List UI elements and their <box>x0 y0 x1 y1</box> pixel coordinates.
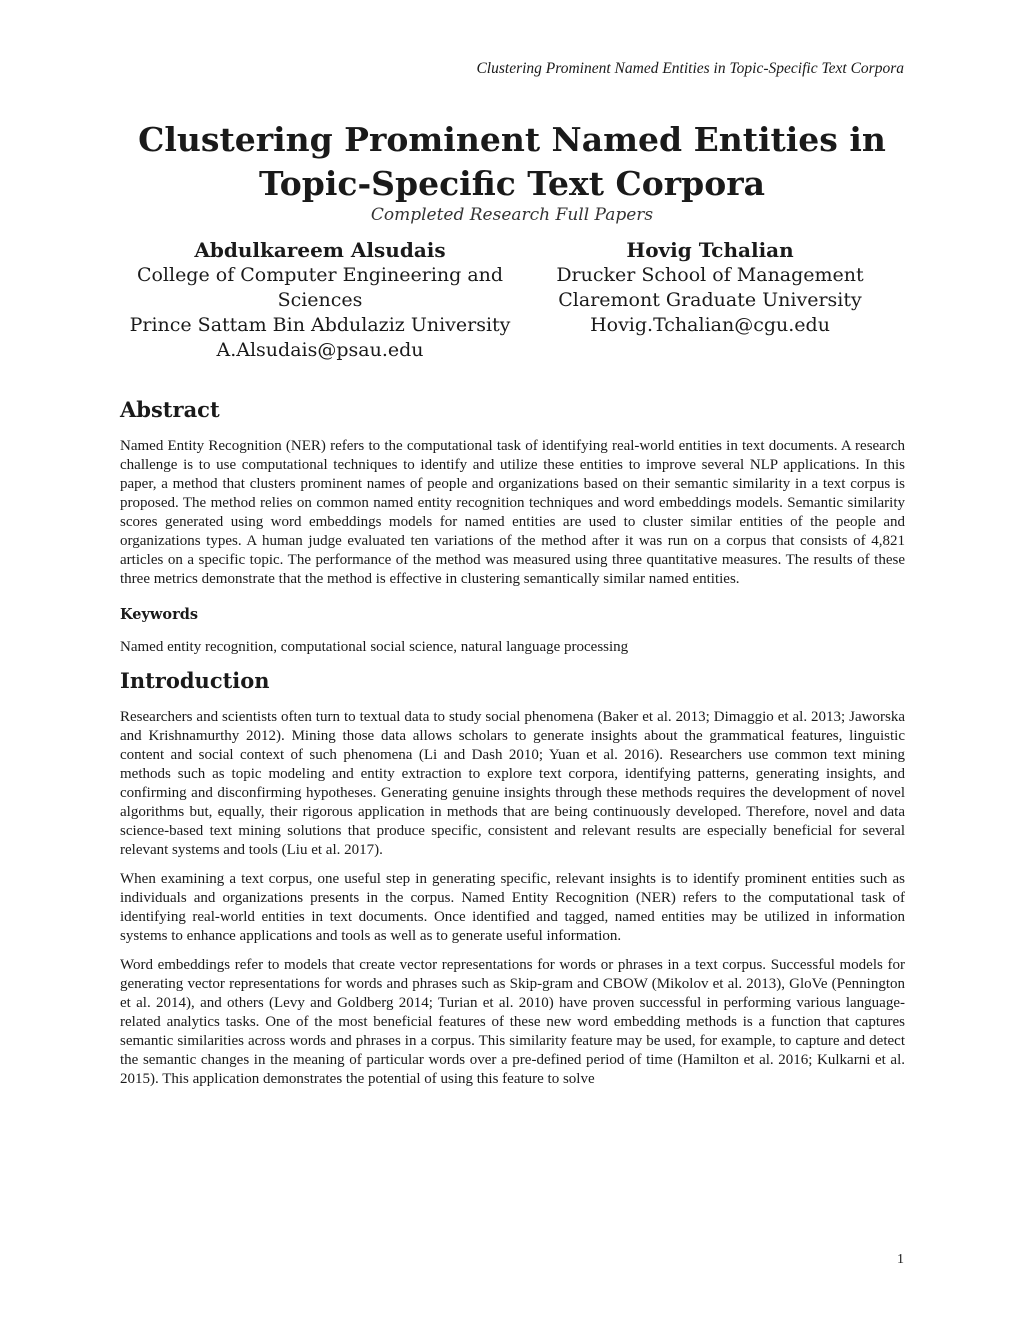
author-name: Hovig Tchalian <box>626 238 794 262</box>
intro-paragraph: Researchers and scientists often turn to textual data to study social phenomena (Baker et al. 2013; Dimaggio et al. 2013; Jaworska and Krishnamurthy 2012). Mining those data allows scholars to generate insights about the grammatical features, linguistic content and social context of such phenomena (Li and Dash 2010; Yuan et al. 2016). Researchers use common text mining methods such as topic modeling and entity extraction to explore text corpora, identifying patterns, generating insights, and confirming and disconfirming hypotheses. Generating genuine insights through these methods requires the development of novel algorithms but, equally, their rigorous application in methods that are being continuously developed. Therefore, novel and data science-based text mining solutions that produce specific, consistent and relevant results are especially beneficial for several relevant systems and tools (Liu et al. 2017). <box>120 709 905 858</box>
intro-paragraph: When examining a text corpus, one useful step in generating specific, relevant insights is to identify prominent entities such as individuals and organizations presents in the corpus. Named Entity Recognition (NER) refers to the computational task of identifying real-world entities in text documents. Once identified and tagged, named entities may be utilized in information systems to enhance applications and tools as well as to generate useful information. <box>120 871 905 944</box>
abstract-heading: Abstract <box>120 397 220 422</box>
author-block-1 <box>120 238 520 363</box>
author-name: Abdulkareem Alsudais <box>194 238 446 262</box>
introduction-heading: Introduction <box>120 668 270 693</box>
page-number: 1 <box>897 1252 904 1267</box>
author-institution: Prince Sattam Bin Abdulaziz University <box>129 314 511 336</box>
intro-paragraph: Word embeddings refer to models that create vector representations for words or phrases in a text corpus. Successful models for generating vector representations for words and phrases such as Skip-gram and CBOW (Mikolov et al. 2013), GloVe (Pennington et al. 2014), and others (Levy and Goldberg 2014; Turian et al. 2010) have proven successful in performing various language-related analytics tasks. One of the most beneficial features of these new word embedding methods is a function that captures semantic similarities across words and phrases in a corpus. This similarity feature may be used, for example, to capture and detect the semantic changes in the meaning of particular words over a pre-defined period of time (Hamilton et al. 2016; Kulkarni et al. 2015). This application demonstrates the potential of using this feature to solve <box>120 957 905 1087</box>
paper-body <box>120 397 905 1099</box>
author-affiliation: Sciences <box>277 289 363 311</box>
author-block-2 <box>550 238 870 338</box>
paper-title <box>0 118 1024 206</box>
author-email: Hovig.Tchalian@cgu.edu <box>590 314 830 336</box>
abstract-text: Named Entity Recognition (NER) refers to the computational task of identifying real-world entities in text documents. A research challenge is to use computational techniques to identify and utilize these entities to improve several NLP applications. In this paper, a method that clusters prominent names of people and organizations based on their semantic similarity in a text corpus is proposed. The method relies on common named entity recognition techniques and word embeddings models. Semantic similarity scores generated using word embeddings models for named entities are used to cluster similar entities of the people and organizations types. A human judge evaluated ten variations of the method after it was run on a corpus that consists of 4,821 articles on a specific topic. The performance of the method was measured using three quantitative measures. The results of these three metrics demonstrate that the method is effective in clustering semantically similar named entities. <box>120 438 905 587</box>
title-line-1: Clustering Prominent Named Entities in <box>138 120 886 159</box>
author-institution: Claremont Graduate University <box>558 289 862 311</box>
keywords-heading: Keywords <box>120 606 199 623</box>
paper-type: Completed Research Full Papers <box>370 205 654 225</box>
running-head: Clustering Prominent Named Entities in Topic-Specific Text Corpora <box>476 60 904 77</box>
title-line-2: Topic-Specific Text Corpora <box>259 164 765 203</box>
author-email: A.Alsudais@psau.edu <box>216 339 424 361</box>
keywords-text: Named entity recognition, computational social science, natural language processing <box>120 639 629 655</box>
author-affiliation: Drucker School of Management <box>556 264 864 286</box>
author-affiliation: College of Computer Engineering and <box>136 264 504 286</box>
